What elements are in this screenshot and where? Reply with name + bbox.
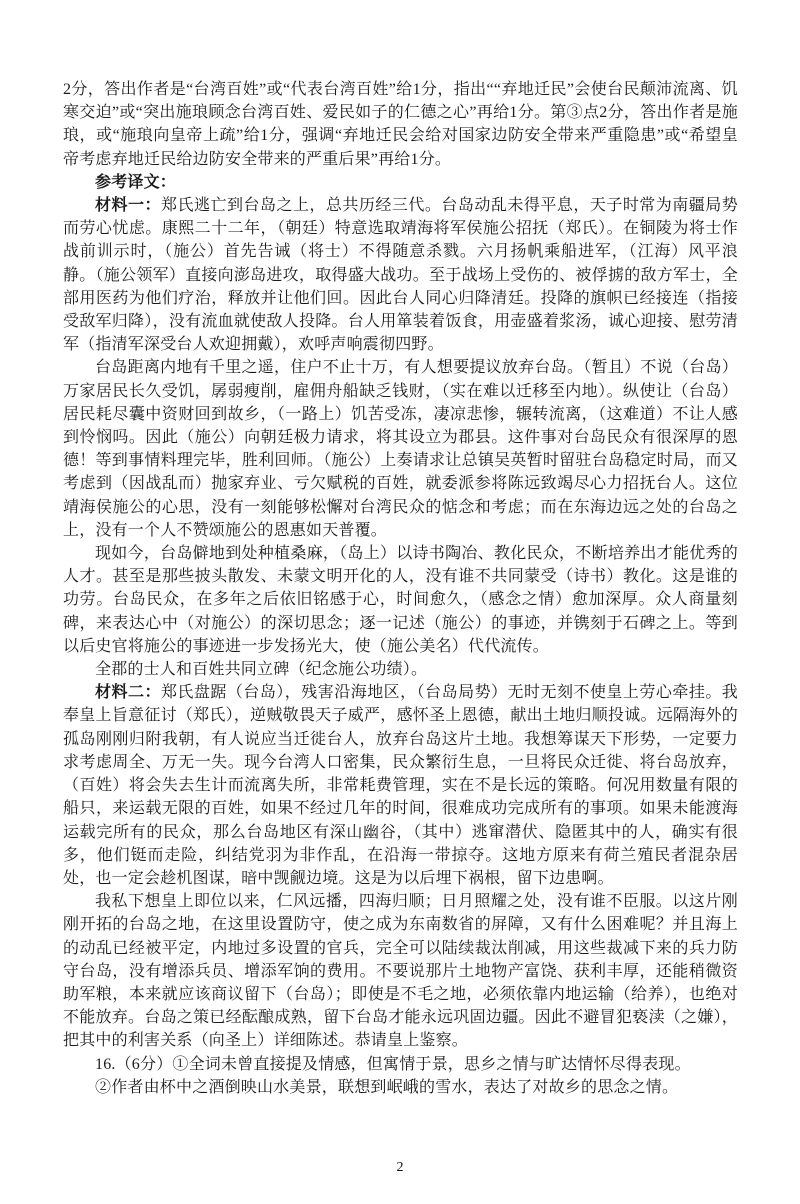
material1-paragraph-1 bbox=[63, 194, 738, 356]
scoring-note: 2分，答出作者是“台湾百姓”或“代表台湾百姓”给1分，指出““弃地迁民”会使台民颠沛流离、饥寒交迫”或“突出施琅顾念台湾百姓、爱民如子的仁德之心”再给1分。第③点2分，答出作者是施琅，或“施琅向皇帝上疏”给1分，强调“弃地迁民会给对国家边防安全带来严重隐患”或“希望皇帝考虑弃地迁民给边防安全带来的严重后果”再给1分。 bbox=[63, 81, 738, 168]
material1-text-1: 郑氏逃亡到台岛之上，总共历经三代。台岛动乱未得平息，天子时常为南疆局势而劳心忧虑。康熙二十二年，（朝廷）特意选取靖海将军侯施公招抚（郑氏）。在铜陵为将士作战前训示时，（施公）首先告诫（将士）不得随意杀戮。六月扬帆乘船进军，（江海）风平浪静。（施公领军）直接向澎岛进攻，取得盛大战功。至于战场上受伤的、被俘掳的敌方军士，全部用医药为他们疗治，释放并让他们回。因此台人同心归降清廷。投降的旗帜已经接连（指接受敌军归降），没有流血就使敌人投降。台人用箪装着饭食，用壶盛着浆汤，诚心迎接、慰劳清军（指清军深受台人欢迎拥戴），欢呼声响震彻四野。 bbox=[63, 197, 738, 354]
document-body bbox=[63, 78, 738, 1099]
material2-label: 材料二： bbox=[95, 684, 161, 702]
reference-translation-heading: 参考译文： bbox=[95, 173, 177, 191]
material1-paragraph-4: 全郡的士人和百姓共同立碑（纪念施公功绩）。 bbox=[95, 661, 428, 679]
question16-answer-line1: 16.（6分）①全词未曾直接提及情感，但寓情于景，思乡之情与旷达情怀尽得表现。 bbox=[95, 1055, 691, 1073]
material1-paragraph-3: 现如今，台岛僻地到处种植桑麻，（岛上）以诗书陶冶、教化民众，不断培养出才能优秀的人才。甚至是那些披头散发、未蒙文明开化的人，没有谁不共同蒙受（诗书）教化。这是谁的功劳。台岛民众，在多年之后依旧铭感于心，时间愈久，（感念之情）愈加深厚。众人商量刻碑，来表达心中（对施公）的深切思念；逐一记述（施公）的事迹，并镌刻于石碑之上。等到以后史官将施公的事迹进一步发扬光大，使（施公美名）代代流传。 bbox=[63, 545, 738, 655]
material1-label: 材料一： bbox=[95, 197, 161, 215]
page-number: 2 bbox=[396, 1160, 404, 1175]
material2-text-1: 郑氏盘踞（台岛），残害沿海地区，（台岛局势）无时无刻不使皇上劳心牵挂。我奉皇上旨意征讨（郑氏），逆贼敬畏天子威严，感怀圣上恩德，献出土地归顺投诚。远隔海外的孤岛刚刚归附我朝，有人说应当迁徙台人，放弃台岛这片土地。我想筹谋天下形势，一定要力求考虑周全、万无一失。现今台湾人口密集，民众繁衍生息，一旦将民众迁徙、将台岛放弃，（百姓）将会失去生计而流离失所，非常耗费管理，实在不是长远的策略。何况用数量有限的船只，来运载无限的百姓，如果不经过几年的时间，很难成功完成所有的事项。如果未能渡海运载完所有的民众，那么台岛地区有深山幽谷，（其中）逃窜潜伏、隐匿其中的人，确实有很多，他们铤而走险，纠结党羽为非作乱，在沿海一带掠夺。这地方原来有荷兰殖民者混杂居处，也一定会趁机图谋，暗中觊觎边境。这是为以后埋下祸根，留下边患啊。 bbox=[63, 684, 738, 887]
material2-paragraph-1 bbox=[63, 681, 738, 890]
material1-paragraph-2: 台岛距离内地有千里之遥，住户不止十万，有人想要提议放弃台岛。（暂且）不说（台岛）万家居民长久受饥，孱弱瘦削，雇佣舟船缺乏钱财，（实在难以迁移至内地）。纵使让（台岛）居民耗尽囊中资财回到故乡，（一路上）饥苦受冻，凄凉悲惨，辗转流离，（这难道）不让人感到怜悯吗。因此（施公）向朝廷极力请求，将其设立为郡县。这件事对台岛民众有很深厚的恩德！等到事情料理完毕，胜利回师。（施公）上奏请求让总镇吴英暂时留驻台岛稳定时局，而又考虑到（因战乱而）抛家弃业、亏欠赋税的百姓，就委派参将陈远致竭尽心力招抚台人。这位靖海侯施公的心思，没有一刻能够松懈对台湾民众的惦念和考虑；而在东海边远之处的台岛之上，没有一个人不赞颂施公的恩惠如天普覆。 bbox=[63, 359, 738, 539]
material2-paragraph-2: 我私下想皇上即位以来，仁风远播，四海归顺；日月照耀之处，没有谁不臣服。以这片刚刚开拓的台岛之地，在这里设置防守，使之成为东南数省的屏障，又有什么困难呢？并且海上的动乱已经被平定，内地过多设置的官兵，完全可以陆续裁汰削减，用这些裁减下来的兵力防守台岛，没有增添兵员、增添军饷的费用。不要说那片土地物产富饶、获利丰厚，还能稍微资助军粮，本来就应该商议留下（台岛）；即使是不毛之地，必须依靠内地运输（给养），也绝对不能放弃。台岛之策已经酝酿成熟，留下台岛才能永远巩固边疆。因此不避冒犯亵渎（之嫌），把其中的利害关系（向圣上）详细陈述。恭请皇上鉴察。 bbox=[63, 893, 738, 1050]
question16-answer-line2: ②作者由杯中之酒倒映山水美景，联想到岷峨的雪水，表达了对故乡的思念之情。 bbox=[95, 1078, 679, 1096]
